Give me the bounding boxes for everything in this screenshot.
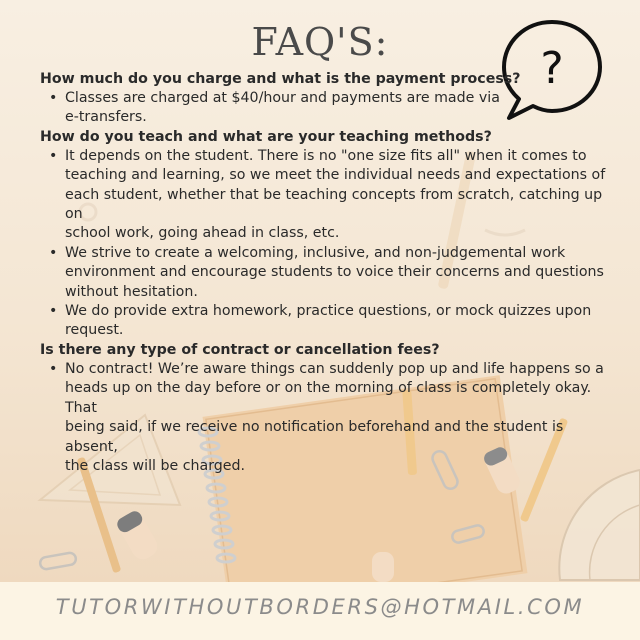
faq-list <box>40 70 608 476</box>
faq-question-3: Is there any type of contract or cancellation fees? <box>40 341 440 358</box>
answer-line: without hesitation. <box>65 283 198 300</box>
answer-line: request. <box>65 322 124 339</box>
page-title: FAQ'S: <box>251 20 389 64</box>
contact-email[interactable]: TUTORWITHOUTBORDERS@HOTMAIL.COM <box>55 595 585 619</box>
faq-answer-item <box>40 147 608 244</box>
answer-line: environment and encourage students to voice their concerns and questions <box>65 264 604 281</box>
answer-line: teaching and learning, so we meet the individual needs and expectations of <box>65 167 606 184</box>
faq-answers-3 <box>40 360 608 476</box>
answer-line: e-transfers. <box>65 109 147 126</box>
answer-line: We do provide extra homework, practice questions, or mock quizzes upon <box>65 303 592 320</box>
svg-text:?: ? <box>540 43 564 94</box>
faq-answer-item <box>40 89 608 128</box>
faq-question-2: How do you teach and what are your teaching methods? <box>40 128 492 145</box>
faq-answers-2 <box>40 147 608 341</box>
answer-line: Classes are charged at $40/hour and payments are made via <box>65 90 500 106</box>
answer-line: being said, if we receive no notification beforehand and the student is absent, <box>65 419 564 455</box>
bullet-icon: • <box>49 90 58 106</box>
bullet-icon: • <box>49 360 58 377</box>
faq-question-1: How much do you charge and what is the payment process? <box>40 71 521 87</box>
answer-line: It depends on the student. There is no "one size fits all" when it comes to <box>65 147 587 164</box>
faq-answer-item <box>40 360 608 476</box>
answer-line: No contract! We’re aware things can suddenly pop up and life happens so a <box>65 360 604 377</box>
bullet-icon: • <box>49 244 58 261</box>
answer-line: heads up on the day before or on the morning of class is completely okay. That <box>65 380 592 416</box>
faq-answer-item <box>40 302 608 341</box>
answer-line: each student, whether that be teaching concepts from scratch, catching up on <box>65 186 603 223</box>
answer-line: We strive to create a welcoming, inclusive, and non-judgemental work <box>65 244 566 261</box>
bullet-icon: • <box>49 147 58 164</box>
faq-answers-1 <box>40 89 608 128</box>
answer-line: school work, going ahead in class, etc. <box>65 225 340 242</box>
faq-answer-item <box>40 244 608 302</box>
answer-line: the class will be charged. <box>65 457 246 474</box>
bullet-icon: • <box>49 303 58 320</box>
